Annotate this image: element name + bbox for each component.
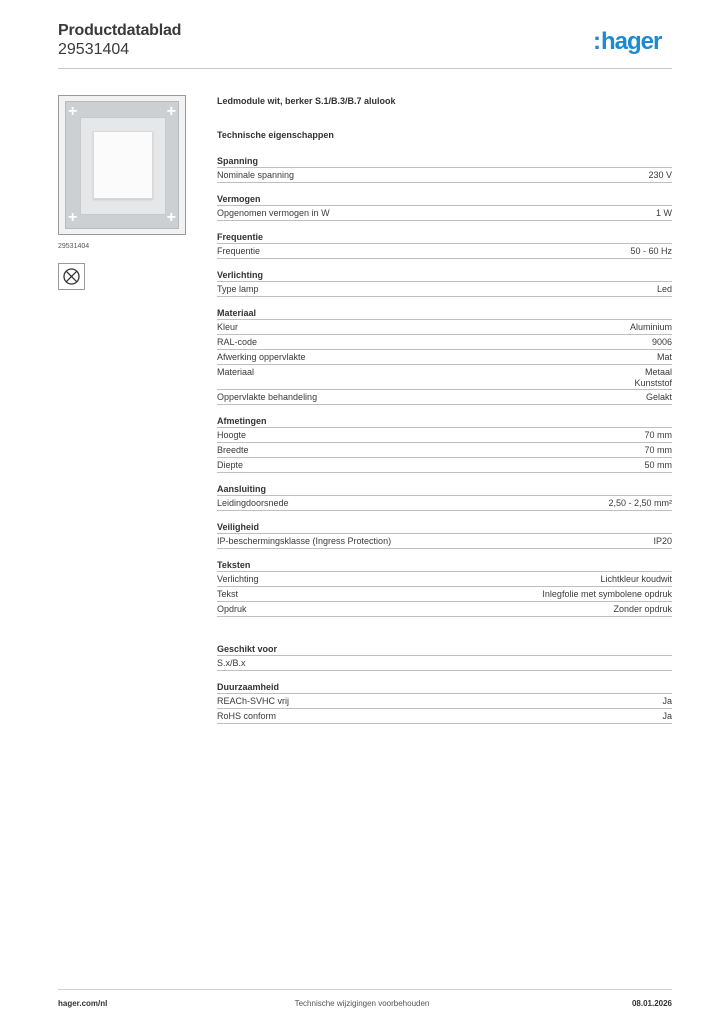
spec-section [217, 270, 672, 297]
spec-value: 70 mm [644, 445, 672, 455]
spec-label: Breedte [217, 445, 249, 455]
spec-label: Kleur [217, 322, 239, 332]
spec-row [217, 206, 672, 221]
spec-row [217, 458, 672, 473]
section-title: Spanning [217, 156, 672, 168]
spec-label: Diepte [217, 460, 244, 470]
plus-icon: + [166, 209, 176, 226]
section-title: Teksten [217, 560, 672, 572]
spec-section [217, 484, 672, 511]
section-title: Duurzaamheid [217, 682, 672, 694]
spec-row [217, 443, 672, 458]
spec-value: 50 - 60 Hz [630, 246, 672, 256]
section-title: Verlichting [217, 270, 672, 282]
spec-section [217, 644, 672, 671]
footer-divider [58, 989, 672, 990]
lamp-symbol-icon [58, 263, 85, 290]
section-title: Frequentie [217, 232, 672, 244]
spec-value: Ja [662, 696, 672, 706]
spec-label: RoHS conform [217, 711, 277, 721]
spec-row [217, 282, 672, 297]
spec-label: Opgenomen vermogen in W [217, 208, 330, 218]
spec-section [217, 194, 672, 221]
spec-value: Lichtkleur koudwit [600, 574, 672, 584]
spec-value: 50 mm [644, 460, 672, 470]
section-title: Materiaal [217, 308, 672, 320]
product-image [58, 95, 186, 235]
spec-label: Materiaal [217, 367, 255, 377]
spec-label: Oppervlakte behandeling [217, 392, 318, 402]
spec-row [217, 534, 672, 549]
spec-value-line: Metaal [644, 367, 672, 377]
footer-disclaimer: Technische wijzigingen voorbehouden [294, 999, 430, 1008]
spec-label: Opdruk [217, 604, 247, 614]
plus-icon: + [166, 103, 176, 120]
spec-value: Led [656, 284, 672, 294]
plus-icon: + [68, 103, 78, 120]
spec-row [217, 709, 672, 724]
spec-section [217, 682, 672, 724]
section-title: Afmetingen [217, 416, 672, 428]
spec-value: 2,50 - 2,50 mm² [608, 498, 672, 508]
spec-value: Zonder opdruk [613, 604, 672, 614]
spec-label: Afwerking oppervlakte [217, 352, 306, 362]
section-title: Aansluiting [217, 484, 672, 496]
spec-section [217, 416, 672, 473]
spec-row [217, 656, 672, 671]
spec-label: Frequentie [217, 246, 261, 256]
footer-date: 08.01.2026 [631, 999, 672, 1008]
spec-label: Verlichting [217, 574, 259, 584]
spec-value: 70 mm [644, 430, 672, 440]
section-title: Vermogen [217, 194, 672, 206]
spec-value: Mat [656, 352, 672, 362]
spec-label: REACh-SVHC vrij [217, 696, 290, 706]
spec-row [217, 587, 672, 602]
spec-section [217, 308, 672, 405]
suitable-for-section [217, 644, 672, 671]
section-title: Geschikt voor [217, 644, 672, 656]
spec-value: IP20 [653, 536, 672, 546]
header-divider [58, 68, 672, 69]
spec-section [217, 560, 672, 617]
cover-plate [65, 101, 179, 229]
document-title: Productdatablad [58, 22, 182, 39]
led-module [93, 131, 153, 199]
spec-label: S.x/B.x [217, 658, 246, 668]
spec-label: RAL-code [217, 337, 258, 347]
spec-row [217, 390, 672, 405]
spec-row [217, 602, 672, 617]
spec-content [217, 96, 672, 735]
spec-label: Type lamp [217, 284, 259, 294]
spec-sections [217, 156, 672, 617]
sustainability-section [217, 682, 672, 724]
product-name: Ledmodule wit, berker S.1/B.3/B.7 alulook [217, 96, 396, 106]
product-code: 29531404 [58, 41, 130, 58]
spec-value: 1 W [655, 208, 672, 218]
spec-row [217, 168, 672, 183]
spec-section [217, 232, 672, 259]
spec-section [217, 522, 672, 549]
spec-value: Aluminium [629, 322, 672, 332]
section-title: Veiligheid [217, 522, 672, 534]
spec-label: Tekst [217, 589, 239, 599]
image-caption: 29531404 [58, 243, 90, 250]
spec-value: Gelakt [645, 392, 672, 402]
technical-heading: Technische eigenschappen [217, 130, 334, 140]
spec-value: Inlegfolie met symbolene opdruk [542, 589, 672, 599]
hager-logo: :hager [593, 28, 662, 55]
spec-label: Nominale spanning [217, 170, 295, 180]
spec-row [217, 320, 672, 335]
spec-label: IP-beschermingsklasse (Ingress Protection) [217, 536, 392, 546]
spec-value-line: Kunststof [634, 378, 672, 388]
spec-row [217, 694, 672, 709]
spec-section [217, 156, 672, 183]
spec-label: Hoogte [217, 430, 247, 440]
spec-value: 230 V [648, 170, 672, 180]
spec-row [217, 350, 672, 365]
footer-website: hager.com/nl [58, 999, 108, 1008]
plus-icon: + [68, 209, 78, 226]
spec-value: 9006 [651, 337, 672, 347]
spec-row [217, 365, 672, 390]
spec-value: Ja [662, 711, 672, 721]
spec-row [217, 335, 672, 350]
spec-row [217, 428, 672, 443]
spec-label: Leidingdoorsnede [217, 498, 289, 508]
module-frame [80, 117, 166, 215]
spec-row [217, 496, 672, 511]
spec-row [217, 572, 672, 587]
spec-row [217, 244, 672, 259]
spec-value [634, 367, 672, 389]
